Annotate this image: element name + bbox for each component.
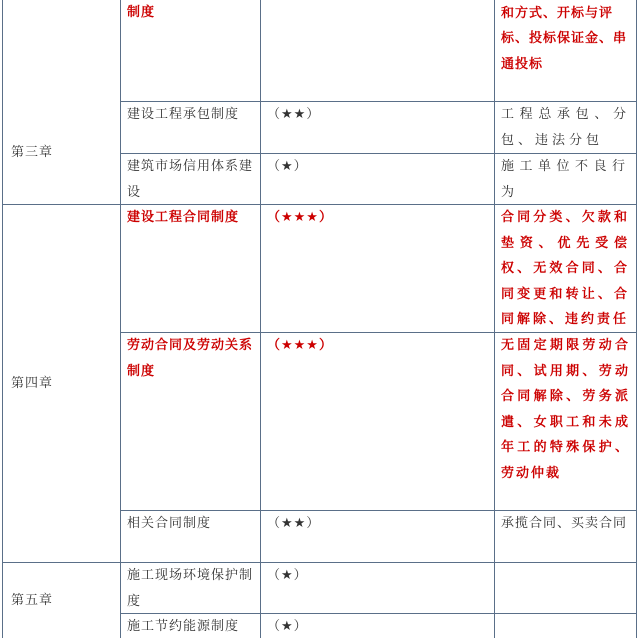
topic-cell: 相关合同制度 <box>127 516 212 531</box>
stars-cell: （★★★） <box>267 210 333 225</box>
chapter-label: 第五章 <box>11 592 54 608</box>
stars-cell: （★） <box>267 568 308 583</box>
chapter-cell <box>3 563 120 638</box>
keypoints-cell <box>495 563 636 613</box>
chapter-label: 第四章 <box>11 375 54 391</box>
chapter-label: 第三章 <box>11 144 54 160</box>
chapter-cell <box>3 101 120 204</box>
topic-cell: 建筑市场信用体系建设 <box>127 159 254 200</box>
keypoints-cell: 无固定期限劳动合同、试用期、劳动合同解除、劳务派遣、女职工和未成年工的特殊保护、劳动仲裁 <box>501 338 630 481</box>
keypoints-cell <box>495 614 636 638</box>
chapter-cell <box>3 205 120 562</box>
topic-cell: 施工现场环境保护制度 <box>127 568 254 609</box>
topic-cell: 劳动合同及劳动关系制度 <box>127 338 254 379</box>
topic-cell: 建设工程承包制度 <box>127 107 240 122</box>
keypoints-cell: 工程总承包、分包、违法分包 <box>501 107 630 148</box>
table-border-right <box>636 0 637 638</box>
stars-cell: （★） <box>267 619 308 634</box>
keypoints-cell <box>495 0 636 101</box>
keypoints-cell: 承揽合同、买卖合同 <box>501 516 628 531</box>
stars-cell: （★） <box>267 159 308 174</box>
stars-cell: （★★） <box>267 516 321 531</box>
stars-cell: （★★★） <box>267 338 333 353</box>
topic-cell: 施工节约能源制度 <box>127 619 240 634</box>
stars-cell: （★★） <box>267 107 321 122</box>
topic-cell: 建设工程合同制度 <box>127 210 240 225</box>
topic-cell: 制度 <box>127 5 156 20</box>
keypoints-text: 和方式、开标与评标、投标保证金、串通投标 <box>501 5 628 72</box>
keypoints-cell: 施工单位不良行为 <box>501 159 630 200</box>
keypoints-cell: 合同分类、欠款和垫资、优先受偿权、无效合同、合同变更和转让、合同解除、违约责任 <box>501 210 630 327</box>
